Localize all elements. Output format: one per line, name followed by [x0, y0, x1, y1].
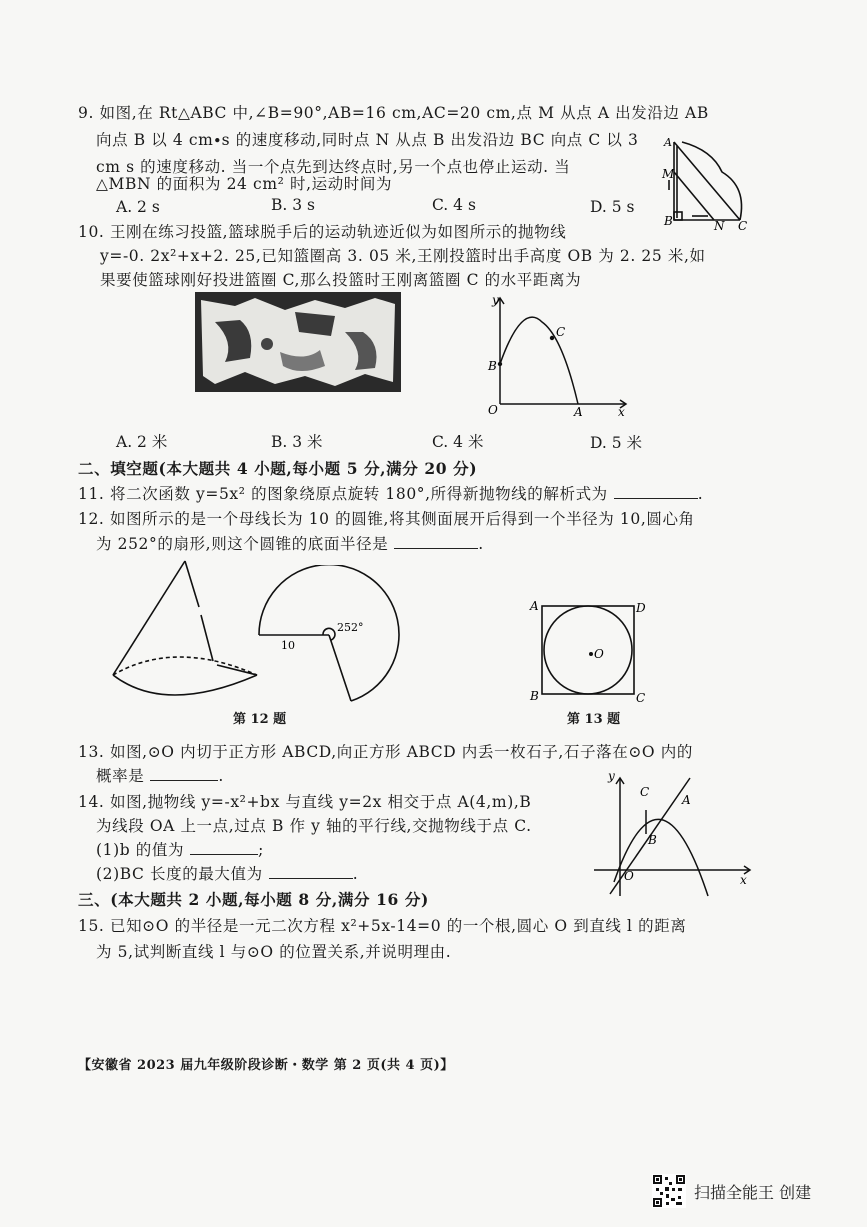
q11-text: 11. 将二次函数 y=5x² 的图象绕原点旋转 180°,所得新抛物线的解析式为 — [78, 485, 608, 503]
q13-label-o: O — [594, 647, 604, 661]
q10-option-a: A. 2 米 — [116, 433, 168, 451]
q9-option-b: B. 3 s — [271, 196, 315, 214]
q9-option-c: C. 4 s — [432, 196, 476, 214]
q13-answer-blank — [150, 780, 218, 781]
q10-line2: y=-0. 2x²+x+2. 25,已知篮圈高 3. 05 米,王刚投篮时出手高度 OB 为 2. 25 米,如 — [100, 247, 706, 265]
q10-line3: 果要使篮球刚好投进篮圈 C,那么投篮时王刚离篮圈 C 的水平距离为 — [100, 271, 582, 289]
section3-heading: 三、(本大题共 2 小题,每小题 8 分,满分 16 分) — [78, 890, 429, 909]
q14-label-a: A — [682, 793, 691, 807]
q10-option-c: C. 4 米 — [432, 433, 484, 451]
q13-line2 — [96, 764, 224, 786]
q9-label-n: N — [714, 219, 725, 232]
q14-part2-text: (2)BC 长度的最大值为 — [96, 865, 263, 883]
q14-part2-period: . — [352, 865, 359, 883]
q14-graph-figure — [590, 770, 760, 900]
q14-label-c: C — [640, 785, 650, 799]
q10-label-o: O — [488, 403, 498, 417]
q9-option-d: D. 5 s — [590, 198, 635, 216]
q12-line1: 12. 如图所示的是一个母线长为 10 的圆锥,将其侧面展开后得到一个半径为 10,圆心角 — [78, 510, 695, 528]
q10-label-c: C — [556, 325, 566, 339]
q12-line2-text: 为 252°的扇形,则这个圆锥的底面半径是 — [96, 535, 389, 553]
q14-part2-blank — [269, 878, 353, 879]
q9-label-b: B — [664, 214, 673, 228]
q14-label-x: x — [740, 873, 747, 887]
q13-label-a: A — [530, 599, 539, 613]
q11-answer-blank — [614, 498, 698, 499]
q14-part1-period: ; — [258, 841, 264, 859]
q10-label-x: x — [618, 405, 625, 418]
q13-label-c: C — [636, 691, 646, 705]
q9-triangle-figure — [652, 132, 757, 232]
q12-caption: 第 12 题 — [233, 712, 287, 727]
q14-part2-line — [96, 862, 358, 884]
q14-label-o: O — [624, 869, 634, 883]
q9-label-c: C — [738, 219, 748, 232]
q10-option-b: B. 3 米 — [271, 433, 323, 451]
q10-label-b: B — [488, 359, 497, 373]
q13-label-d: D — [636, 601, 646, 615]
q14-label-y: y — [608, 770, 615, 783]
q10-label-a: A — [574, 405, 583, 418]
q9-line2: 向点 B 以 4 cm∙s 的速度移动,同时点 N 从点 B 出发沿边 BC 向点 C 以 3 — [96, 131, 639, 149]
q10-parabola-graph — [482, 292, 632, 418]
q11-line — [78, 482, 703, 504]
watermark-text: 扫描全能王 创建 — [694, 1183, 812, 1202]
q14-label-b: B — [648, 833, 657, 847]
section2-heading: 二、填空题(本大题共 4 小题,每小题 5 分,满分 20 分) — [78, 459, 478, 478]
q15-line1: 15. 已知⊙O 的半径是一元二次方程 x²+5x-14=0 的一个根,圆心 O 到直线 l 的距离 — [78, 917, 687, 935]
page-footer: 【安徽省 2023 届九年级阶段诊断・数学 第 2 页(共 4 页)】 — [78, 1058, 454, 1073]
q9-option-a: A. 2 s — [116, 198, 160, 216]
q15-line2: 为 5,试判断直线 l 与⊙O 的位置关系,并说明理由. — [96, 943, 452, 961]
q13-line1: 13. 如图,⊙O 内切于正方形 ABCD,向正方形 ABCD 内丢一枚石子,石子落在⊙O 内的 — [78, 743, 693, 761]
q10-line1: 10. 王刚在练习投篮,篮球脱手后的运动轨迹近似为如图所示的抛物线 — [78, 223, 567, 241]
q10-photo — [195, 292, 401, 392]
q11-period: . — [697, 485, 704, 503]
qr-code-icon — [652, 1174, 686, 1208]
q13-caption: 第 13 题 — [567, 712, 621, 727]
q12-answer-blank — [394, 548, 478, 549]
q14-part1-blank — [190, 854, 258, 855]
q13-label-b: B — [530, 689, 539, 703]
q9-line1: 9. 如图,在 Rt△ABC 中,∠B=90°,AB=16 cm,AC=20 cm,点 M 从点 A 出发沿边 AB — [78, 104, 709, 122]
q10-option-d: D. 5 米 — [590, 434, 643, 452]
q14-line1: 14. 如图,抛物线 y=-x²+bx 与直线 y=2x 相交于点 A(4,m),B — [78, 793, 532, 811]
q9-line4: △MBN 的面积为 24 cm² 时,运动时间为 — [96, 175, 393, 193]
q12-period: . — [478, 535, 484, 553]
q13-line2-text: 概率是 — [96, 767, 145, 785]
q14-part1-line — [96, 838, 264, 860]
q12-sector-figure — [255, 565, 415, 715]
q14-part1-text: (1)b 的值为 — [96, 841, 185, 859]
q9-label-m: M — [662, 167, 675, 181]
q12-line2 — [96, 532, 484, 554]
q12-angle-label: 252° — [337, 621, 364, 634]
q14-line2: 为线段 OA 上一点,过点 B 作 y 轴的平行线,交抛物线于点 C. — [96, 817, 532, 835]
q13-square-circle-figure — [528, 596, 658, 708]
q12-radius-label: 10 — [281, 639, 295, 652]
q13-period: . — [218, 767, 224, 785]
q9-label-a: A — [664, 136, 672, 149]
q10-label-y: y — [492, 293, 499, 307]
q9-line3: cm s 的速度移动. 当一个点先到达终点时,另一个点也停止运动. 当 — [96, 158, 571, 176]
